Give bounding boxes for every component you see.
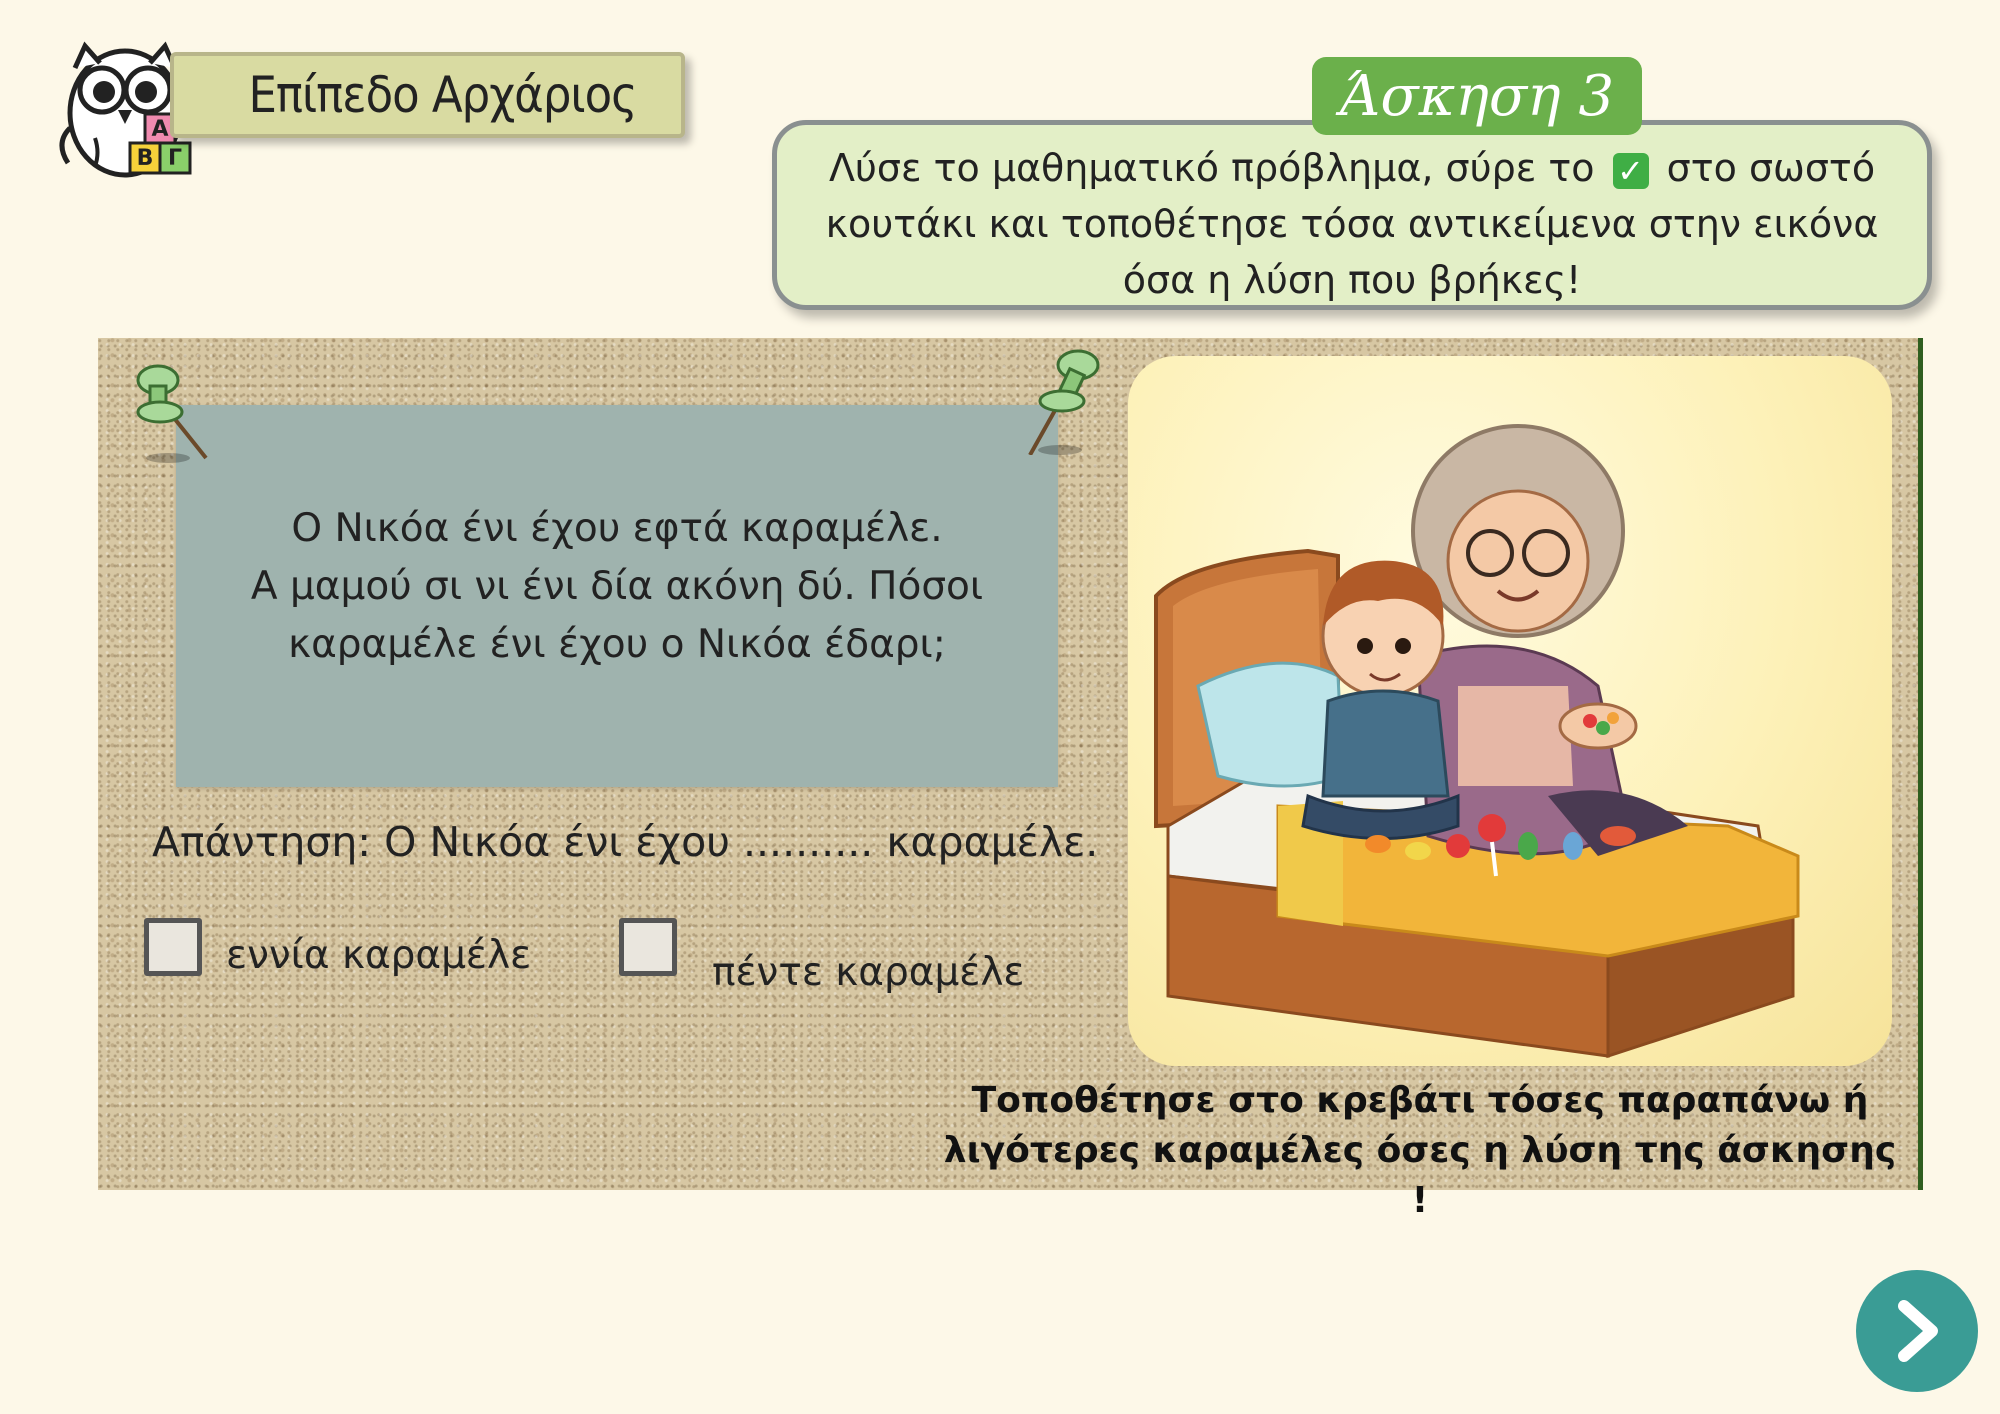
choice-checkbox-1[interactable] xyxy=(144,918,202,976)
level-banner xyxy=(170,52,685,138)
answer-suffix: καραμέλε. xyxy=(886,818,1099,866)
answer-prefix: Απάντηση: Ο Νικόα ένι έχου xyxy=(152,818,730,866)
problem-line-2: Α μαμού σι νι ένι δία ακόνη δύ. Πόσοι καραμέλε ένι έχου ο Νικόα έδαρι; xyxy=(250,564,984,667)
checkmark-icon[interactable]: ✓ xyxy=(1613,153,1649,189)
answer-blank[interactable]: .......... xyxy=(742,818,874,866)
answer-line xyxy=(152,818,1098,866)
instruction-text xyxy=(777,122,1927,308)
grandma-bed-illustration[interactable] xyxy=(1128,356,1892,1066)
block-letter-b: Β xyxy=(136,146,154,171)
instruction-box xyxy=(772,120,1932,310)
choice-checkbox-2[interactable] xyxy=(619,918,677,976)
problem-note xyxy=(176,405,1058,787)
block-letter-g: Γ xyxy=(167,146,183,171)
instruction-text-before: Λύσε το μαθηματικό πρόβλημα, σύρε το xyxy=(828,146,1595,190)
next-button[interactable] xyxy=(1856,1270,1978,1392)
level-label: Επίπεδο Αρχάριος xyxy=(248,66,637,124)
instruction-text-after: στο σωστό κουτάκι και τοποθέτησε τόσα αντικείμενα στην εικόνα όσα η λύση που βρήκες! xyxy=(825,146,1879,302)
choice-label-1: εννία καραμέλε xyxy=(226,933,532,978)
pushpin-icon xyxy=(1020,345,1110,455)
problem-text xyxy=(237,500,997,787)
problem-line-1: Ο Νικόα ένι έχου εφτά καραμέλε. xyxy=(291,506,943,551)
block-letter-a: Α xyxy=(151,117,169,142)
exercise-tag xyxy=(1312,57,1642,135)
choice-label-2: πέντε καραμέλε xyxy=(712,950,1025,995)
pushpin-icon xyxy=(128,358,218,468)
exercise-title: Άσκηση 3 xyxy=(1339,63,1615,129)
hint-text: Τοποθέτησε στο κρεβάτι τόσες παραπάνω ή λιγότερες καραμέλες όσες η λύση της άσκησης ! xyxy=(943,1080,1897,1221)
chevron-right-icon xyxy=(1882,1296,1952,1366)
